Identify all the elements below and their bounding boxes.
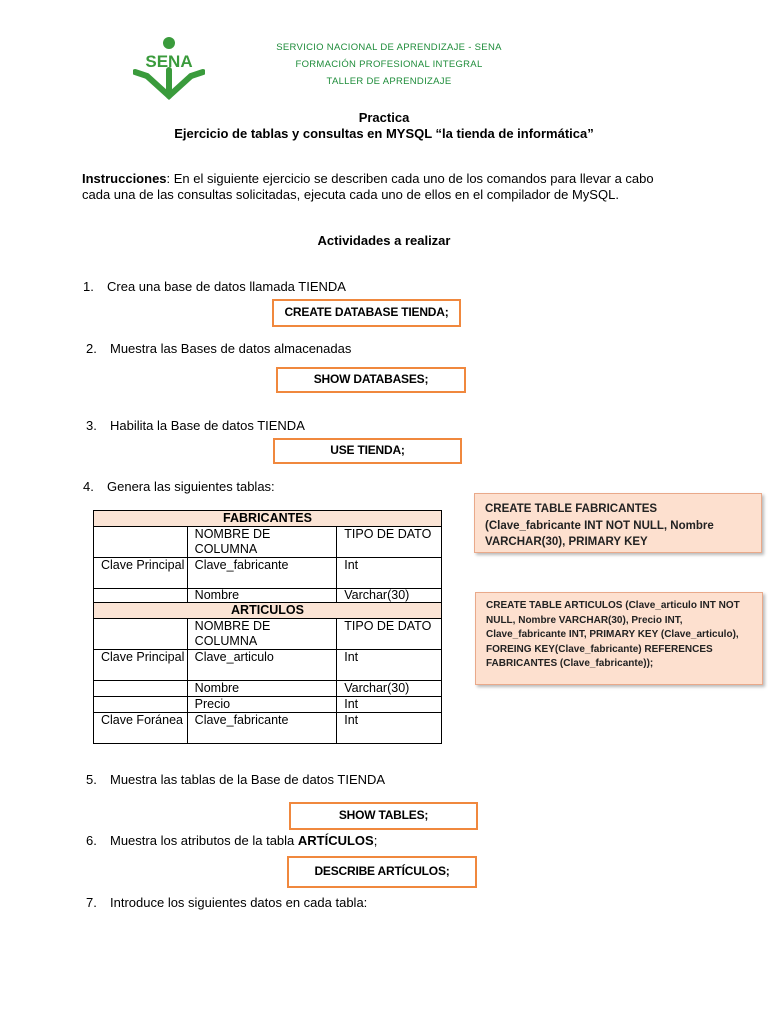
step-6: 6. Muestra los atributos de la tabla ARTÍCULOS; (86, 833, 378, 848)
table-row: Clave Principal Clave_articulo Int (94, 650, 442, 681)
table-row: Clave Principal Clave_fabricante Int (94, 558, 442, 589)
header-line-1: SERVICIO NACIONAL DE APRENDIZAJE - SENA (276, 42, 502, 53)
step-5: 5. Muestra las tablas de la Base de datos TIENDA (86, 772, 386, 787)
tables-definition: FABRICANTES NOMBRE DE COLUMNA TIPO DE DATO Clave Principal Clave_fabricante Int Nombre Varchar(30) ARTICULOS NOMBRE DE COLUMNA TIPO DE DATO Clave Principal Clave_articulo Int Nombre Varchar(30) Precio Int Clave Foránea Clave_fabricante Int (93, 510, 442, 744)
command-box-5: SHOW TABLES; (289, 802, 478, 830)
command-box-1: CREATE DATABASE TIENDA; (272, 299, 461, 327)
table-row: Precio Int (94, 697, 442, 713)
page-subtitle: Ejercicio de tablas y consultas en MYSQL “la tienda de informática” (174, 126, 594, 141)
header-line-3: TALLER DE APRENDIZAJE (326, 76, 452, 87)
step-7: 7. Introduce los siguientes datos en cada tabla: (86, 895, 368, 910)
table-row: Clave Foránea Clave_fabricante Int (94, 713, 442, 744)
step-4: 4. Genera las siguientes tablas: (83, 479, 275, 494)
table-row: Nombre Varchar(30) (94, 589, 442, 603)
instructions (82, 171, 682, 203)
step-2: 2. Muestra las Bases de datos almacenadas (86, 341, 352, 356)
logo-text: SENA (145, 52, 193, 71)
sql-box-articulos: CREATE TABLE ARTICULOS (Clave_articulo INT NOT NULL, Nombre VARCHAR(30), Precio INT, Clave_fabricante INT, PRIMARY KEY (Clave_articulo), FOREING KEY(Clave_fabricante) REFERENCES FABRICANTES (Clave_fabricante)); (475, 592, 763, 685)
instructions-label: Instrucciones (82, 171, 167, 186)
col-header-type: TIPO DE DATO (337, 527, 442, 558)
activities-title: Actividades a realizar (317, 233, 451, 248)
table-row: Nombre Varchar(30) (94, 681, 442, 697)
page-title: Practica (358, 110, 410, 125)
step-1: 1. Crea una base de datos llamada TIENDA (83, 279, 346, 294)
header-line-2: FORMACIÓN PROFESIONAL INTEGRAL (295, 59, 483, 70)
command-box-2: SHOW DATABASES; (276, 367, 466, 393)
step-3: 3. Habilita la Base de datos TIENDA (86, 418, 305, 433)
command-box-3: USE TIENDA; (273, 438, 462, 464)
table-title-fabricantes: FABRICANTES (94, 511, 442, 527)
instructions-text: : En el siguiente ejercicio se describen cada uno de los comandos para llevar a cabo cada una de las consultas solicitadas, ejecuta cada uno de ellos en el compilador de MySQL. (82, 171, 654, 202)
col-header-name: NOMBRE DE COLUMNA (187, 527, 337, 558)
sql-box-fabricantes: CREATE TABLE FABRICANTES (Clave_fabricante INT NOT NULL, Nombre VARCHAR(30), PRIMARY KEY (474, 493, 762, 553)
command-box-6: DESCRIBE ARTÍCULOS; (287, 856, 477, 888)
table-title-articulos: ARTICULOS (94, 603, 442, 619)
